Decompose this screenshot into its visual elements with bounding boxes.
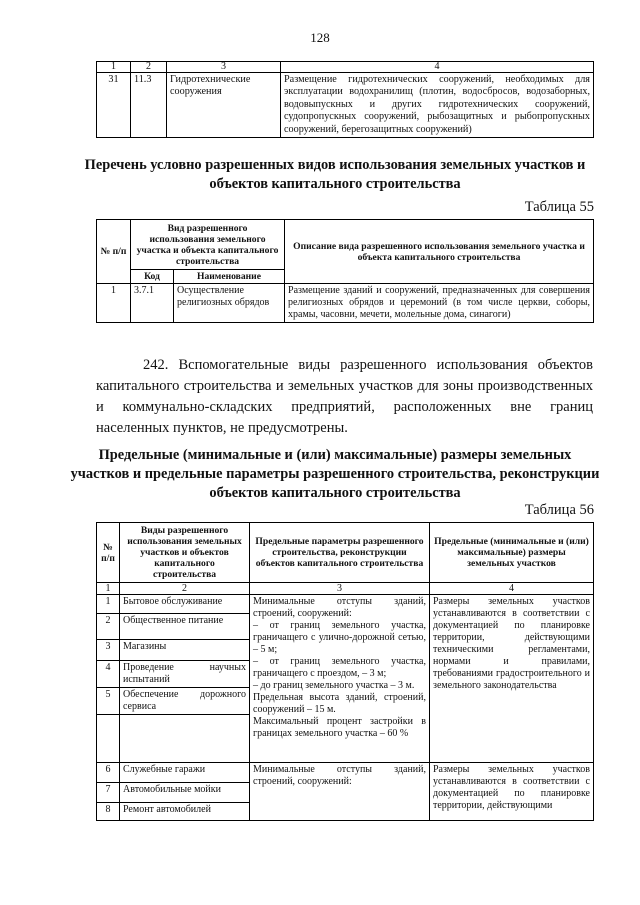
row-kind: Проведение научных испытаний [120, 661, 250, 688]
column-number: 1 [97, 583, 120, 595]
table-row [97, 284, 594, 323]
header-description: Описание вида разрешенного использования земельного участка и объекта капитального строительства [285, 220, 594, 284]
column-number: 2 [120, 583, 250, 595]
group2-params: Минимальные отступы зданий, строений, сооружений: [250, 763, 430, 821]
table-row [97, 595, 594, 614]
row-description: Размещение зданий и сооружений, предназначенных для совершения религиозных обрядов и церемоний (в том числе церкви, соборы, храмы, часовни, мечети, молельные дома, синагоги) [285, 284, 594, 323]
table-header-row [97, 523, 594, 583]
row-number: 31 [97, 73, 131, 138]
row-kind: Бытовое обслуживание [120, 595, 250, 614]
header-num: № п/п [97, 523, 120, 583]
header-params: Предельные параметры разрешенного строительства, реконструкции объектов капитального строительства [250, 523, 430, 583]
empty-cell [120, 715, 250, 763]
row-description: Размещение гидротехнических сооружений, необходимых для эксплуатации водохранилищ (плотин, водосбросов, водозаборных, водовыпускных и других гидротехнических сооружений, судопропускных сооружений, рыбозащитных и рыбопропускных сооружений, берегозащитных сооружений) [281, 73, 594, 138]
paragraph-242: 242. Вспомогательные виды разрешенного использования объектов капитального строительства и земельных участков для зоны производственных и коммунально-складских предприятий, расположенных вне границ населенных пунктов, не предусмотрены. [96, 357, 593, 436]
header-num: № п/п [97, 220, 131, 284]
header-kind-group: Вид разрешенного использования земельного участка и объекта капитального строительства [131, 220, 285, 270]
row-code: 11.3 [131, 73, 167, 138]
row-number: 2 [97, 614, 120, 640]
row-number: 4 [97, 661, 120, 688]
row-code: 3.7.1 [131, 284, 174, 323]
row-number: 7 [97, 783, 120, 803]
table-56 [96, 522, 594, 821]
row-kind: Обеспечение дорожного сервиса [120, 688, 250, 715]
empty-cell [97, 715, 120, 763]
row-name: Гидротехнические сооружения [167, 73, 281, 138]
header-code: Код [131, 270, 174, 284]
row-number: 6 [97, 763, 120, 783]
column-number: 3 [167, 62, 281, 73]
column-numbers-row [97, 62, 594, 73]
header-name: Наименование [174, 270, 285, 284]
table-row [97, 73, 594, 138]
table-row [97, 763, 594, 783]
table-header-row [97, 220, 594, 270]
row-number: 3 [97, 640, 120, 661]
row-number: 1 [97, 284, 131, 323]
row-number: 1 [97, 595, 120, 614]
table-55 [96, 219, 594, 323]
group1-sizes: Размеры земельных участков устанавливаются в соответствии с документацией по планировке территории, действующими техническими регламентами, нормами и правилами, требованиями градостроительного и земельного законодательства [430, 595, 594, 763]
column-number: 2 [131, 62, 167, 73]
heading-conditional-uses: Перечень условно разрешенных видов использования земельных участков и объектов капитального строительства [84, 157, 586, 192]
row-kind: Ремонт автомобилей [120, 803, 250, 821]
row-name: Осуществление религиозных обрядов [174, 284, 285, 323]
page-number: 128 [310, 30, 330, 45]
row-number: 8 [97, 803, 120, 821]
table-56-caption: Таблица 56 [524, 502, 594, 518]
row-kind: Общественное питание [120, 614, 250, 640]
column-number: 1 [97, 62, 131, 73]
row-kind: Магазины [120, 640, 250, 661]
group2-sizes: Размеры земельных участков устанавливаются в соответствии с документацией по планировке территории, действующими [430, 763, 594, 821]
row-number: 5 [97, 688, 120, 715]
row-kind: Автомобильные мойки [120, 783, 250, 803]
column-number: 4 [430, 583, 594, 595]
row-kind: Служебные гаражи [120, 763, 250, 783]
column-numbers-row [97, 583, 594, 595]
table-55-caption: Таблица 55 [524, 199, 594, 215]
header-kinds: Виды разрешенного использования земельных участков и объектов капитального строительства [120, 523, 250, 583]
group1-params: Минимальные отступы зданий, строений, сооружений: – от границ земельного участка, граничащего с улично-дорожной сетью, – 5 м; – от границ земельного участка, граничащего с проездом, – 3 м; – до границ земельного участка – 3 м. Предельная высота зданий, строений, сооружений – 15 м. Максимальный процент застройки в границах земельного участка – 60 % [250, 595, 430, 763]
header-sizes: Предельные (минимальные и (или) максимальные) размеры земельных участков [430, 523, 594, 583]
heading-limit-parameters: Предельные (минимальные и (или) максимальные) размеры земельных участков и предельные параметры разрешенного строительства, реконструкции объектов капитального строительства [70, 447, 600, 501]
column-number: 3 [250, 583, 430, 595]
continuation-table [96, 61, 594, 138]
column-number: 4 [281, 62, 594, 73]
